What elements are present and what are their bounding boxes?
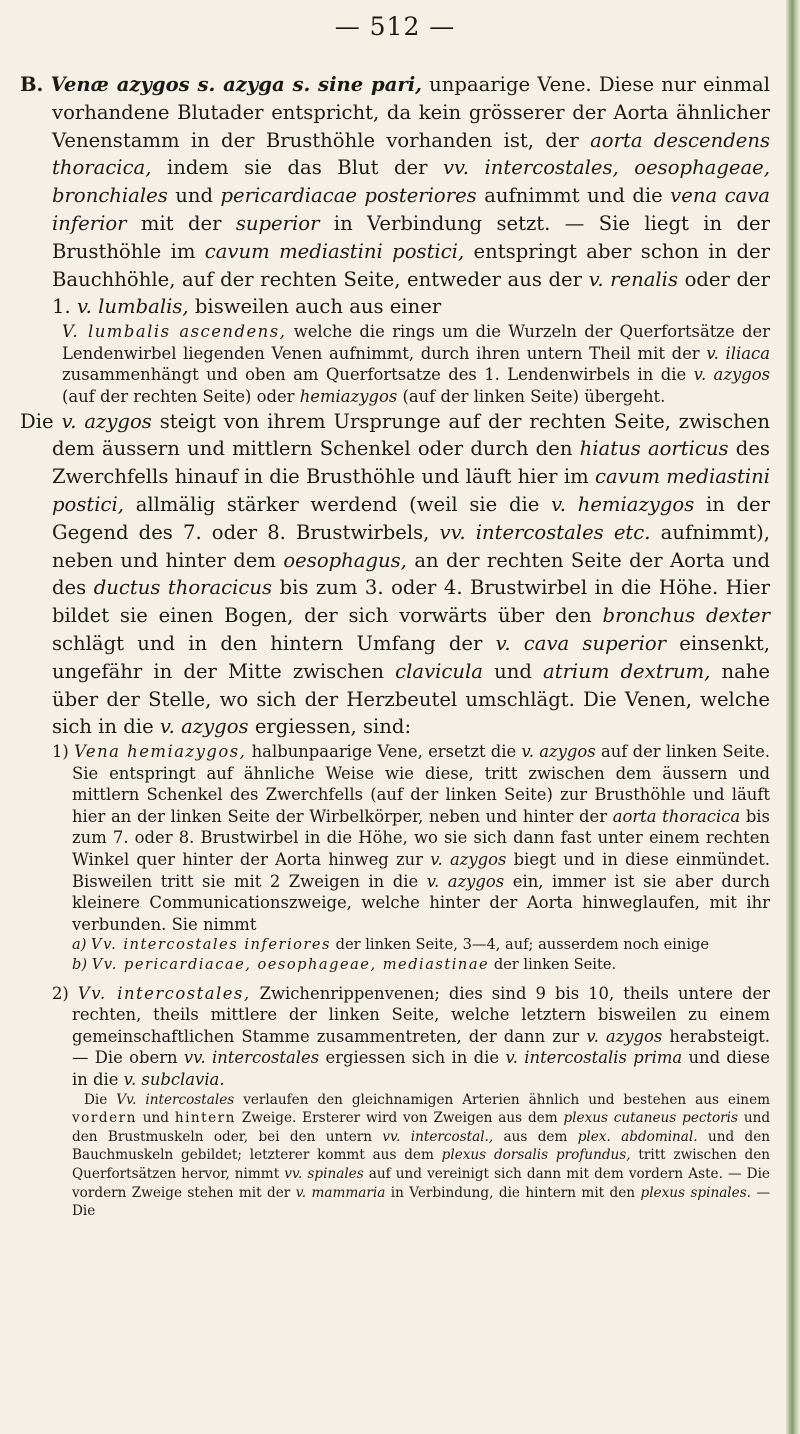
term: plexus cutaneus pectoris xyxy=(563,1110,738,1127)
text: des Zwerchfells hinauf in die Brusthöhle und läuft hier im xyxy=(52,437,770,489)
term: bronchus dexter xyxy=(602,604,770,628)
term: v. azygos xyxy=(586,1026,663,1046)
list-item-intercostales xyxy=(52,983,770,1091)
term: hemiazygos xyxy=(299,386,398,406)
lumbalis-paragraph xyxy=(52,321,770,407)
text: ergiessen sich in die xyxy=(325,1048,500,1068)
term: plexus dorsalis profundus, xyxy=(441,1147,631,1164)
section-marker: B. xyxy=(20,73,44,96)
text: oder der 1. xyxy=(52,267,770,319)
azygos-course-paragraph xyxy=(20,408,771,742)
text: entspringt aber schon in der Bauchhöhle, auf der rechten Seite, entweder aus der xyxy=(52,239,770,291)
list-number: 1) xyxy=(52,742,69,762)
text: unpaarige Vene. Diese nur einmal vorhandene Blutader entspricht, da kein grösserer der Aorta ähnlicher Venenstamm in der Brusthöhle vorhanden ist, der xyxy=(52,73,770,152)
text: der linken Seite, 3—4, auf; ausserdem noch einige xyxy=(335,936,709,954)
term: Vv. pericardiacae, oesophageae, mediastinae xyxy=(91,956,490,974)
term: hiatus aorticus xyxy=(579,437,729,461)
sublist-hemiazygos xyxy=(52,935,770,974)
sublist-item-a xyxy=(72,935,770,955)
text: und xyxy=(175,184,214,208)
page-edge-shadow xyxy=(786,0,800,1434)
text: mit der xyxy=(140,211,222,235)
term: v. subclavia. xyxy=(123,1070,225,1090)
text: auf der linken Seite. Sie entspringt auf ähnliche Weise wie diese, tritt zwischen dem äussern und mittlern Schenkel des Zwerchfells (auf der linken Seite) zur Brusthöhle und läuft hier an der linken Seite der Wirbelkörper, neben und hinter der xyxy=(72,742,770,826)
term: Vv. intercostales xyxy=(116,1091,235,1108)
sublist-label: a) xyxy=(72,936,87,954)
text: und xyxy=(142,1110,169,1127)
text: auf und vereinigt sich dann mit dem vordern Aste. — Die vordern Zweige stehen mit der xyxy=(72,1165,770,1201)
text: nahe über der Stelle, wo sich der Herzbeutel umschlägt. Die Venen, welche sich in die xyxy=(52,659,771,739)
text: verlaufen den gleichnamigen Arterien ähnlich und bestehen aus einem xyxy=(243,1091,770,1108)
term: plex. abdominal. xyxy=(577,1128,698,1145)
text: steigt von ihrem Ursprunge auf der rechten Seite, zwischen dem äussern und mittlern Schenkel oder durch den xyxy=(52,409,770,461)
term: v. azygos xyxy=(426,871,505,891)
term: hintern xyxy=(174,1110,236,1127)
text: in der Gegend des 7. oder 8. Brustwirbels, xyxy=(52,492,771,544)
sublist-item-b xyxy=(72,955,770,975)
term: vv. spinales xyxy=(284,1165,364,1182)
text: der linken Seite. xyxy=(493,956,617,974)
text: bis zum 3. oder 4. Brustwirbel in die Höhe. Hier bildet sie einen Bogen, der sich vorwärts über den xyxy=(52,576,770,628)
text: (auf der rechten Seite) oder xyxy=(62,386,295,406)
term: v. intercostalis prima xyxy=(505,1048,683,1068)
term: v. iliaca xyxy=(706,343,771,363)
term: v. azygos xyxy=(61,409,152,433)
text: und xyxy=(494,659,532,683)
term: vv. intercostales xyxy=(183,1048,320,1068)
text: aufnimmt und die xyxy=(484,184,663,208)
term: cavum mediastini postici, xyxy=(52,465,770,516)
term: superior xyxy=(235,211,320,235)
term: v. azygos xyxy=(693,365,770,385)
text: in Verbindung, die hintern mit den xyxy=(390,1184,636,1201)
term: plexus spinales. xyxy=(640,1184,751,1201)
text: und den Bauchmuskeln gebildet; letzterer kommt aus dem xyxy=(72,1128,770,1164)
text: — Die xyxy=(72,1184,771,1220)
text: herabsteigt. — Die obern xyxy=(72,1026,770,1068)
text: in Verbindung setzt. — Sie liegt in der Brusthöhle im xyxy=(52,211,770,263)
term: aorta descendens thoracica, xyxy=(52,128,771,180)
term: v. azygos xyxy=(430,850,507,870)
text: welche die rings um die Wurzeln der Querfortsätze der Lendenwirbel liegenden Venen aufnimmt, durch ihren untern Theil mit der xyxy=(62,322,770,363)
text: aufnimmt), neben und hinter dem xyxy=(52,520,770,572)
text: schlägt und in den hintern Umfang der xyxy=(52,631,483,655)
term: vordern xyxy=(72,1110,137,1127)
list-number: 2) xyxy=(52,983,69,1003)
list-item-hemiazygos xyxy=(52,741,770,935)
term: ductus thoracicus xyxy=(93,576,273,600)
vein-list xyxy=(20,741,770,1221)
term: vv. intercostal., xyxy=(382,1128,494,1145)
text: (auf der linken Seite) übergeht. xyxy=(402,386,666,406)
term: v. lumbalis, xyxy=(76,295,189,319)
page-number: — 512 — xyxy=(334,12,456,41)
section-heading: Venæ azygos s. azyga s. sine pari, xyxy=(50,73,422,96)
term: v. azygos xyxy=(521,742,596,762)
term: oesophagus, xyxy=(283,548,407,572)
text: tritt zwischen den Querfortsätzen hervor, nimmt xyxy=(72,1147,771,1182)
term: vv. intercostales, oesophageae, bronchiales xyxy=(52,156,771,208)
text: Zweige. Ersterer wird von Zweigen aus dem xyxy=(241,1110,558,1127)
section-b xyxy=(20,71,770,741)
term: Vv. intercostales inferiores xyxy=(91,936,332,954)
term: vv. intercostales etc. xyxy=(439,520,651,544)
term: clavicula xyxy=(395,659,483,683)
text: Zwichenrippenvenen; dies sind 9 bis 10, theils untere der rechten, theils mittlere der linken Seite, welche letztern bisweilen zu einem gemeinschaftlichen Stamme zusammentreten, der dann zur xyxy=(72,983,770,1046)
text: und den Brustmuskeln oder, bei den untern xyxy=(72,1110,771,1145)
book-page xyxy=(20,12,770,1221)
text: allmälig stärker werdend (weil sie die xyxy=(135,492,540,516)
term: Vv. intercostales, xyxy=(77,983,251,1003)
text: und diese in die xyxy=(72,1048,770,1090)
text: indem sie das Blut der xyxy=(166,156,428,180)
text: zusammenhängt und oben am Querfortsatze des 1. Lendenwirbels in die xyxy=(62,365,687,385)
term: V. lumbalis ascendens, xyxy=(62,322,287,342)
term: v. mammaria xyxy=(295,1184,386,1201)
text: einsenkt, ungefähr in der Mitte zwischen xyxy=(52,631,770,683)
term: vena cava inferior xyxy=(52,184,770,235)
term: cavum mediastini postici, xyxy=(204,239,465,263)
text: bis zum 7. oder 8. Brustwirbel in die Höhe, wo sie sich dann fast unter einem rechten Winkel quer hinter der Aorta hinweg zur xyxy=(72,806,770,870)
footnote-paragraph xyxy=(52,1091,770,1221)
term: v. hemiazygos xyxy=(551,492,695,516)
text: Die xyxy=(20,409,54,433)
term: pericardiacae posteriores xyxy=(220,184,477,208)
term: Vena hemiazygos, xyxy=(74,742,247,762)
sublist-label: b) xyxy=(72,956,88,974)
text: Die xyxy=(84,1091,108,1108)
term: v. renalis xyxy=(588,267,678,291)
text: halbunpaarige Vene, ersetzt die xyxy=(251,742,517,762)
text: bisweilen auch aus einer xyxy=(194,295,442,319)
text: ergiessen, sind: xyxy=(254,715,412,739)
term: v. azygos xyxy=(159,715,249,739)
text: ein, immer ist sie aber durch kleinere Communicationszweige, welche hinter der Aorta hinweglaufen, mit ihr verbunden. Sie nimmt xyxy=(72,871,770,934)
term: aorta thoracica xyxy=(612,806,741,826)
text: aus dem xyxy=(503,1128,568,1145)
section-b-paragraph xyxy=(20,71,771,321)
text: biegt und in diese einmündet. Bisweilen tritt sie mit 2 Zweigen in die xyxy=(72,850,770,891)
term: v. cava superior xyxy=(495,631,667,655)
term: atrium dextrum, xyxy=(543,659,711,683)
text: an der rechten Seite der Aorta und des xyxy=(52,548,770,600)
